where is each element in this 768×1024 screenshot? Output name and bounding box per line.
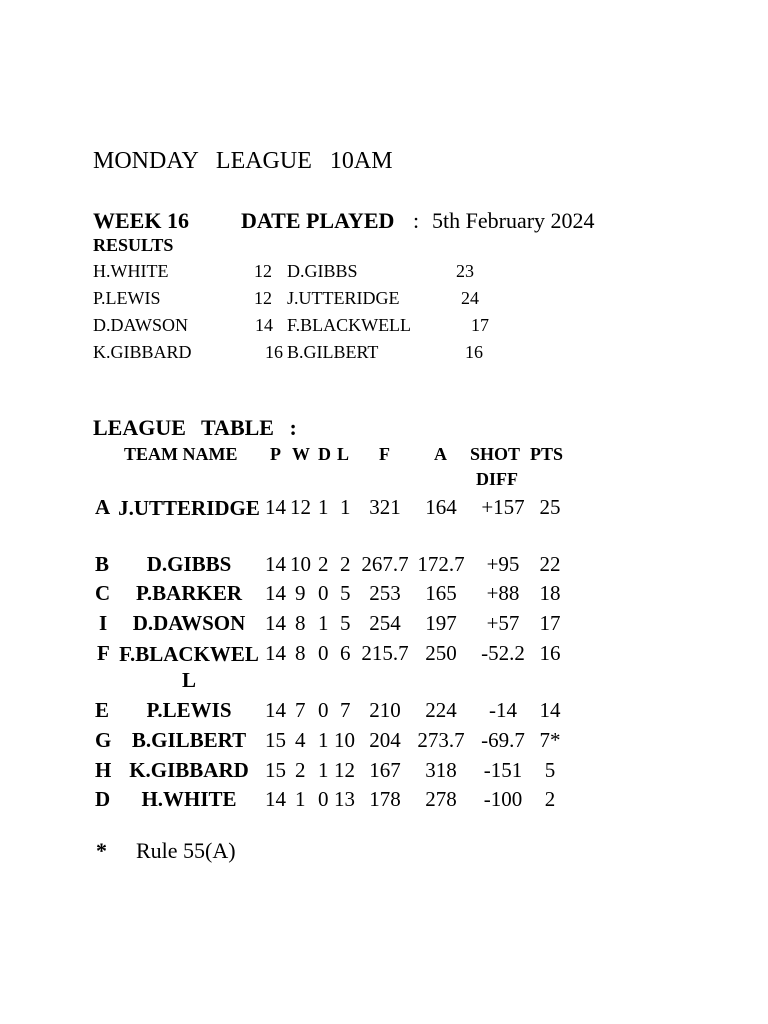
played: 14	[265, 581, 286, 605]
drawn: 0	[318, 787, 329, 811]
won: 1	[295, 787, 306, 811]
shots-against: 224	[425, 698, 457, 722]
shots-for: 204	[369, 728, 401, 752]
home-score: 14	[255, 315, 273, 335]
home-team: K.GIBBARD	[93, 342, 192, 362]
drawn: 0	[318, 581, 329, 605]
team-name: D.GIBBS	[146, 552, 232, 576]
rink-letter: E	[95, 698, 110, 722]
shots-against: 273.7	[417, 728, 465, 752]
shots-for: 254	[369, 611, 401, 635]
header-lost: L	[337, 444, 350, 464]
played: 14	[265, 698, 286, 722]
shot-diff: -100	[483, 787, 523, 811]
drawn: 1	[318, 758, 329, 782]
away-score: 16	[465, 342, 483, 362]
shots-for: 253	[369, 581, 401, 605]
lost: 7	[340, 698, 351, 722]
header-points: PTS	[530, 444, 564, 464]
lost: 2	[340, 552, 351, 576]
points: 14	[539, 698, 561, 722]
away-team: B.GILBERT	[287, 342, 379, 362]
away-team: J.UTTERIDGE	[287, 288, 400, 308]
won: 7	[295, 698, 306, 722]
drawn: 1	[318, 728, 329, 752]
home-team: D.DAWSON	[93, 315, 189, 335]
league-table-title: LEAGUE TABLE :	[93, 415, 297, 440]
drawn: 1	[318, 611, 329, 635]
won: 9	[295, 581, 306, 605]
away-team: F.BLACKWELL	[287, 315, 412, 335]
points: 22	[539, 552, 561, 576]
team-name: P.BARKER	[136, 581, 242, 605]
home-score: 12	[254, 261, 272, 281]
points: 16	[539, 641, 561, 665]
rink-letter: B	[95, 552, 110, 576]
won: 12	[290, 495, 311, 519]
rink-letter: C	[95, 581, 111, 605]
shots-for: 267.7	[361, 552, 409, 576]
shots-for: 215.7	[361, 641, 409, 665]
header-for: F	[379, 444, 390, 464]
shots-against: 197	[425, 611, 457, 635]
won: 10	[290, 552, 311, 576]
date-value: 5th February 2024	[432, 208, 595, 233]
shots-against: 164	[425, 495, 457, 519]
team-name: D.DAWSON	[132, 611, 246, 635]
header-won: W	[292, 444, 310, 464]
home-team: H.WHITE	[93, 261, 169, 281]
played: 14	[265, 641, 286, 665]
header-shot: SHOT	[470, 444, 521, 464]
rink-letter: A	[95, 495, 111, 519]
shot-diff: -52.2	[481, 641, 525, 665]
played: 14	[265, 611, 286, 635]
away-team: D.GIBBS	[287, 261, 358, 281]
rink-letter: D	[95, 787, 111, 811]
home-team: P.LEWIS	[93, 288, 161, 308]
shot-diff: +157	[481, 495, 525, 519]
shots-against: 172.7	[417, 552, 465, 576]
lost: 12	[334, 758, 355, 782]
points: 17	[539, 611, 561, 635]
won: 2	[295, 758, 306, 782]
home-score: 12	[254, 288, 272, 308]
drawn: 1	[318, 495, 329, 519]
shots-against: 318	[425, 758, 457, 782]
played: 15	[265, 758, 286, 782]
shots-for: 210	[369, 698, 401, 722]
team-name: H.WHITE	[141, 787, 237, 811]
shot-diff: -69.7	[481, 728, 525, 752]
rink-letter: I	[99, 611, 108, 635]
points: 25	[539, 495, 561, 519]
points: 7*	[539, 728, 561, 752]
shots-for: 167	[369, 758, 401, 782]
played: 14	[265, 495, 286, 519]
date-colon: :	[413, 208, 420, 233]
drawn: 0	[318, 698, 329, 722]
rink-letter: F	[97, 641, 110, 665]
week-label: WEEK 16	[93, 208, 189, 233]
shots-against: 278	[425, 787, 457, 811]
home-score: 16	[265, 342, 283, 362]
lost: 13	[334, 787, 355, 811]
points: 2	[544, 787, 556, 811]
away-score: 23	[456, 261, 474, 281]
played: 14	[265, 787, 286, 811]
header-against: A	[434, 444, 447, 464]
lost: 10	[334, 728, 355, 752]
header-diff: DIFF	[476, 469, 518, 489]
page-title: MONDAY LEAGUE 10AM	[93, 148, 393, 174]
lost: 5	[340, 611, 351, 635]
team-name: J.UTTERIDGE	[118, 496, 260, 520]
date-label: DATE PLAYED	[241, 208, 395, 233]
rink-letter: H	[95, 758, 112, 782]
away-score: 17	[471, 315, 489, 335]
shot-diff: +88	[486, 581, 520, 605]
header-team-name: TEAM NAME	[124, 444, 238, 464]
shot-diff: -151	[483, 758, 523, 782]
footnote-marker: *	[96, 838, 107, 863]
footnote-text: Rule 55(A)	[136, 838, 236, 863]
played: 14	[265, 552, 286, 576]
header-drawn: D	[318, 444, 331, 464]
team-name: P.LEWIS	[146, 698, 232, 722]
lost: 6	[340, 641, 351, 665]
lost: 1	[340, 495, 351, 519]
away-score: 24	[461, 288, 479, 308]
rink-letter: G	[95, 728, 112, 752]
team-name: F.BLACKWELL	[119, 642, 259, 692]
won: 4	[295, 728, 306, 752]
points: 5	[544, 758, 556, 782]
header-played: P	[270, 444, 281, 464]
shots-for: 178	[369, 787, 401, 811]
drawn: 2	[318, 552, 329, 576]
shot-diff: +57	[486, 611, 520, 635]
results-heading: RESULTS	[93, 235, 174, 255]
shots-for: 321	[369, 495, 401, 519]
won: 8	[295, 611, 306, 635]
drawn: 0	[318, 641, 329, 665]
shot-diff: -14	[489, 698, 517, 722]
shots-against: 165	[425, 581, 457, 605]
shot-diff: +95	[486, 552, 520, 576]
won: 8	[295, 641, 306, 665]
shots-against: 250	[425, 641, 457, 665]
played: 15	[265, 728, 286, 752]
team-name: K.GIBBARD	[129, 758, 249, 782]
points: 18	[539, 581, 561, 605]
team-name: B.GILBERT	[131, 728, 247, 752]
lost: 5	[340, 581, 351, 605]
